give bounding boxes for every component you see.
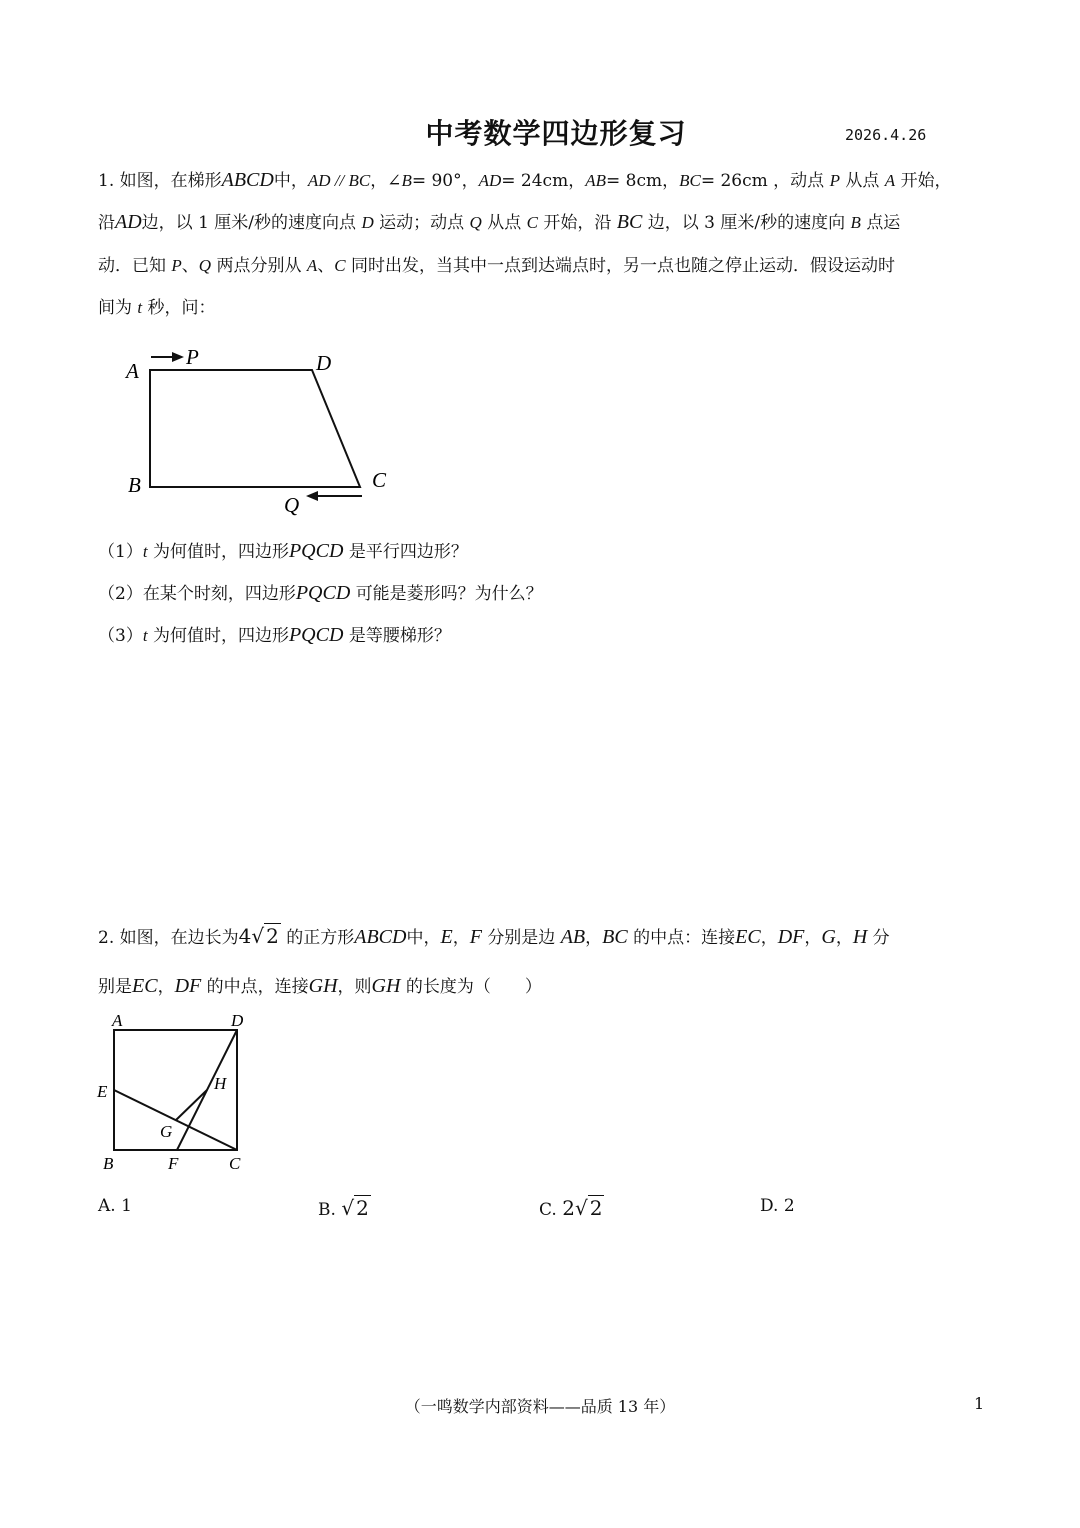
q1-sub-3: （3）t 为何值时，四边形PQCD 是等腰梯形？ — [98, 624, 451, 646]
label-d: D — [316, 351, 332, 375]
label-h: H — [214, 1074, 227, 1093]
arrow-q-head — [306, 491, 318, 501]
q2-line-1: 2. 如图，在边长为4√ 2 的正方形ABCD中，E，F 分别是边 AB，BC 的中点：连接EC，DF，G，H 分 — [98, 924, 890, 948]
q1-line-2: 沿AD边，以 1 厘米/秒的速度向点 D 运动；动点 Q 从点 C 开始，沿 BC 边，以 3 厘米/秒的速度向 B 点运 — [98, 211, 901, 233]
choice-a[interactable]: A. 1 — [98, 1196, 132, 1216]
q2-line-2: 别是EC，DF 的中点，连接GH，则GH 的长度为（ ） — [98, 975, 542, 997]
label-p: P — [186, 345, 199, 369]
label-g: G — [160, 1122, 173, 1141]
q1-line-4: 间为 t 秒，问： — [98, 298, 216, 318]
choice-c[interactable]: C. 2√ 2 — [539, 1196, 603, 1220]
q1-sub-2: （2）在某个时刻，四边形PQCD 可能是菱形吗？为什么？ — [98, 582, 543, 604]
sqrt-symbol: √ 2 — [341, 1196, 369, 1220]
q1-sub-1: （1）t 为何值时，四边形PQCD 是平行四边形？ — [98, 540, 468, 562]
square-figure — [92, 1008, 262, 1178]
label-q: Q — [284, 493, 300, 517]
segment-ec — [114, 1090, 237, 1150]
sqrt-symbol: √ 2 — [574, 1196, 603, 1220]
label-a: A — [112, 1011, 123, 1030]
footer-note: （一鸣数学内部资料——品质 13 年） — [404, 1397, 676, 1416]
label-b: B — [128, 473, 141, 497]
label-a: A — [126, 359, 139, 383]
choice-b[interactable]: B. √ 2 — [318, 1196, 369, 1220]
label-e: E — [97, 1082, 108, 1101]
label-d: D — [231, 1011, 244, 1030]
trapezoid-abcd — [150, 370, 360, 487]
trapezoid-figure — [118, 340, 408, 520]
sqrt-symbol: √ 2 — [251, 924, 279, 948]
label-c: C — [229, 1154, 241, 1173]
choice-d[interactable]: D. 2 — [760, 1196, 795, 1216]
page-number: 1 — [974, 1394, 985, 1413]
q1-line-1: 1. 如图，在梯形ABCD中，AD // BC，∠B= 90°，AD= 24cm，AB= 8cm，BC= 26cm ，动点 P 从点 A 开始， — [98, 169, 952, 191]
page-title: 中考数学四边形复习 — [425, 117, 687, 150]
arrow-p-head — [172, 352, 184, 362]
label-f: F — [168, 1154, 179, 1173]
q1-line-3: 动．已知 P、Q 两点分别从 A、C 同时出发，当其中一点到达端点时，另一点也随之停止运动．假设运动时 — [98, 256, 896, 276]
label-b: B — [103, 1154, 114, 1173]
label-c: C — [372, 468, 387, 492]
date-label: 2026.4.26 — [845, 126, 927, 144]
segment-gh — [176, 1090, 207, 1120]
